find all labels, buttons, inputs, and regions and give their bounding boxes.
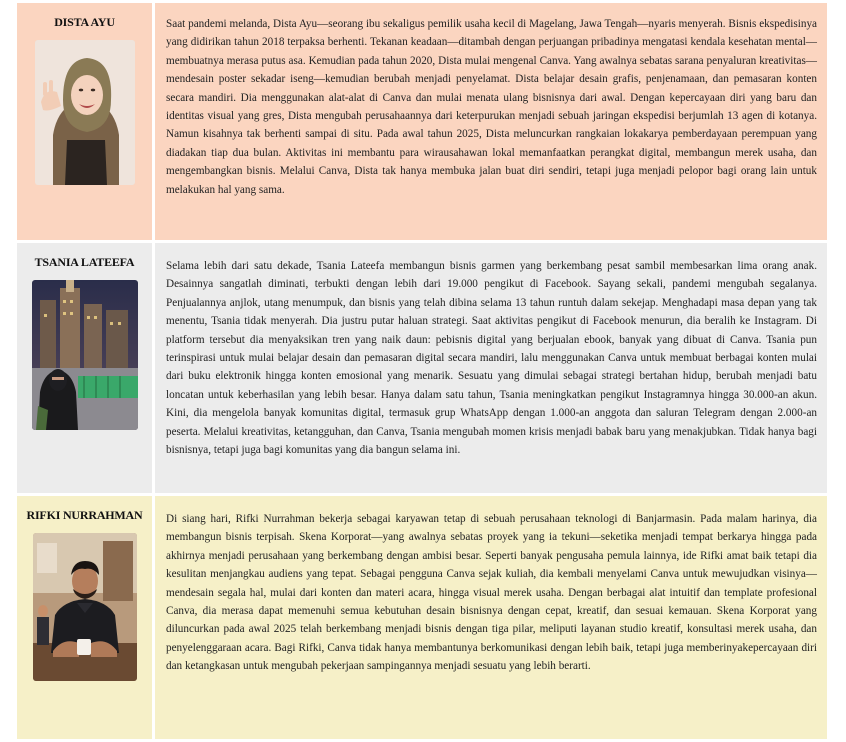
profile-story: Saat pandemi melanda, Dista Ayu—seorang ibu sekaligus pemilik usaha kecil di Magelang, Jawa Tengah—nyaris menyerah. Bisnis ekspedisinya yang didirikan tahun 2018 terpaksa berhenti. Tekanan keadaan—ditambah dengan perjuangan pribadinya mengatasi kendala kesehatan mental—membuatnya merasa putus asa. Kemudian pada tahun 2020, Dista mulai mengenal Canva. Yang awalnya sebatas sarana penyaluran kreativitas—mendesain poster sekadar iseng—kemudian berubah menjadi penyelamat. Dista belajar desain grafis, penjenamaan, dan pemasaran konten secara mandiri. Dia menggunakan alat-alat di Canva dan mulai menata ulang bisnisnya dari awal. Dengan kepercayaan diri yang baru dan identitas visual yang gres, Dista mengubah perusahaannya dari keterpurukan menjadi sebuah jaringan ekspedisi berjumlah 13 agen di kotanya. Namun kisahnya tak berhenti sampai di situ. Pada awal tahun 2025, Dista meluncurkan rangkaian lokakarya pemberdayaan perempuan yang diadakan tiap dua bulan. Aktivitas ini membantu para wirausahawan lokal memanfaatkan perangkat digital, membangun merek usaha, dan mengembangkan bisnis. Melalui Canva, Dista tak hanya membuka jalan buat diri sendiri, tetapi juga menjadi pelopor bagi orang lain untuk melakukan hal yang sama.	[166, 18, 817, 196]
profile-name-cell	[17, 496, 155, 739]
profile-name: TSANIA LATEEFA	[34, 255, 135, 269]
profile-story-cell	[155, 243, 827, 493]
profile-name-cell	[17, 243, 155, 493]
profile-story: Di siang hari, Rifki Nurrahman bekerja sebagai karyawan tetap di sebuah perusahaan teknologi di Banjarmasin. Pada malam harinya, dia membangun bisnis terpisah. Skena Korporat—yang awalnya sebatas proyek yang ia tekuni—seketika menjadi tempat berkarya hingga pada akhirnya menjadi perusahaan yang berkembang dengan ambisi besar. Seperti banyak pengusaha pemula lainnya, ide Rifki amat baik tetapi dia kesulitan menjangkau audiens yang tepat. Sebagai pengguna Canva sejak kuliah, dia kembali menyelami Canva untuk mewujudkan visinya—mendesain segala hal, mulai dari konten dan materi acara, hingga visual merek usaha. Dengan berbagai alat intuitif dan template profesional Canva, dia merasa dapat memenuhi semua kebutuhan desain bisnisnya dengan cepat, kreatif, dan sesuai kemauan. Skena Korporat yang diluncurkan pada awal 2025 telah berkembang menjadi bisnis dengan tiga pilar, meliputi layanan studio kreatif, konsultasi merek usaha, dan penyelenggaraan acara. Bagi Rifki, Canva tidak hanya membantunya berkomunikasi dengan lebih baik, tetapi juga memberinyakepercayaan diri dan ketangkasan untuk mengubah pekerjaan sampingannya menjadi sesuatu yang lebih berarti.	[166, 513, 817, 673]
profile-story: Selama lebih dari satu dekade, Tsania Lateefa membangun bisnis garmen yang berkembang pesat sambil membesarkan lima orang anak. Desainnya sangatlah diminati, terbukti dengan lebih dari 19.000 pengikut di Facebook. Sayang sekali, pandemi mengubah segalanya. Penjualannya anjlok, utang menumpuk, dan bisnis yang telah dibina selama 13 tahun runtuh dalam sekejap. Menghadapi masa depan yang tak menentu, Tsania tidak menyerah. Dia justru putar haluan strategi. Saat aktivitas pengikut di Facebook menurun, dia beralih ke Instagram. Di platform tersebut dia menyaksikan tren yang naik daun: pebisnis digital yang berjualan ebook, banyak yang dibuat di Canva. Tsania pun terinspirasi untuk mulai belajar desain dan pemasaran digital secara mandiri, lalu menggunakan Canva untuk membuat berbagai konten mulai dari buku elektronik hingga konten emosional yang menarik. Sesuatu yang dimulai sebagai strategi bertahan hidup, berubah menjadi batu loncatan untuk keberhasilan yang lebih besar. Hanya dalam satu tahun, Tsania meningkatkan pengikut Instagramnya hingga 30.000-an akun. Kini, dia mengelola banyak komunitas digital, termasuk grup WhatsApp dengan 1.000-an anggota dan saluran Telegram dengan 2.000-an peserta. Melalui kreativitas, ketangguhan, dan Canva, Tsania mengubah momen krisis menjadi babak baru yang menakjubkan. Tidak hanya bagi bisnisnya, tetapi juga bagi komunitas yang dia bangun selama ini.	[166, 260, 817, 457]
portrait-man-cafe-photo	[33, 533, 137, 681]
profile-row-rifki	[17, 496, 827, 739]
profile-name: DISTA AYU	[54, 15, 115, 29]
profile-story-cell	[155, 496, 827, 739]
profile-row-tsania	[17, 243, 827, 496]
portrait-woman-hijab-photo	[35, 40, 135, 185]
profile-story-cell	[155, 3, 827, 240]
profile-row-dista	[17, 3, 827, 243]
profile-name-cell	[17, 3, 155, 240]
portrait-woman-niqab-city-photo	[32, 280, 138, 430]
profile-name: RIFKI NURRAHMAN	[26, 508, 143, 522]
profiles-table	[17, 3, 827, 739]
